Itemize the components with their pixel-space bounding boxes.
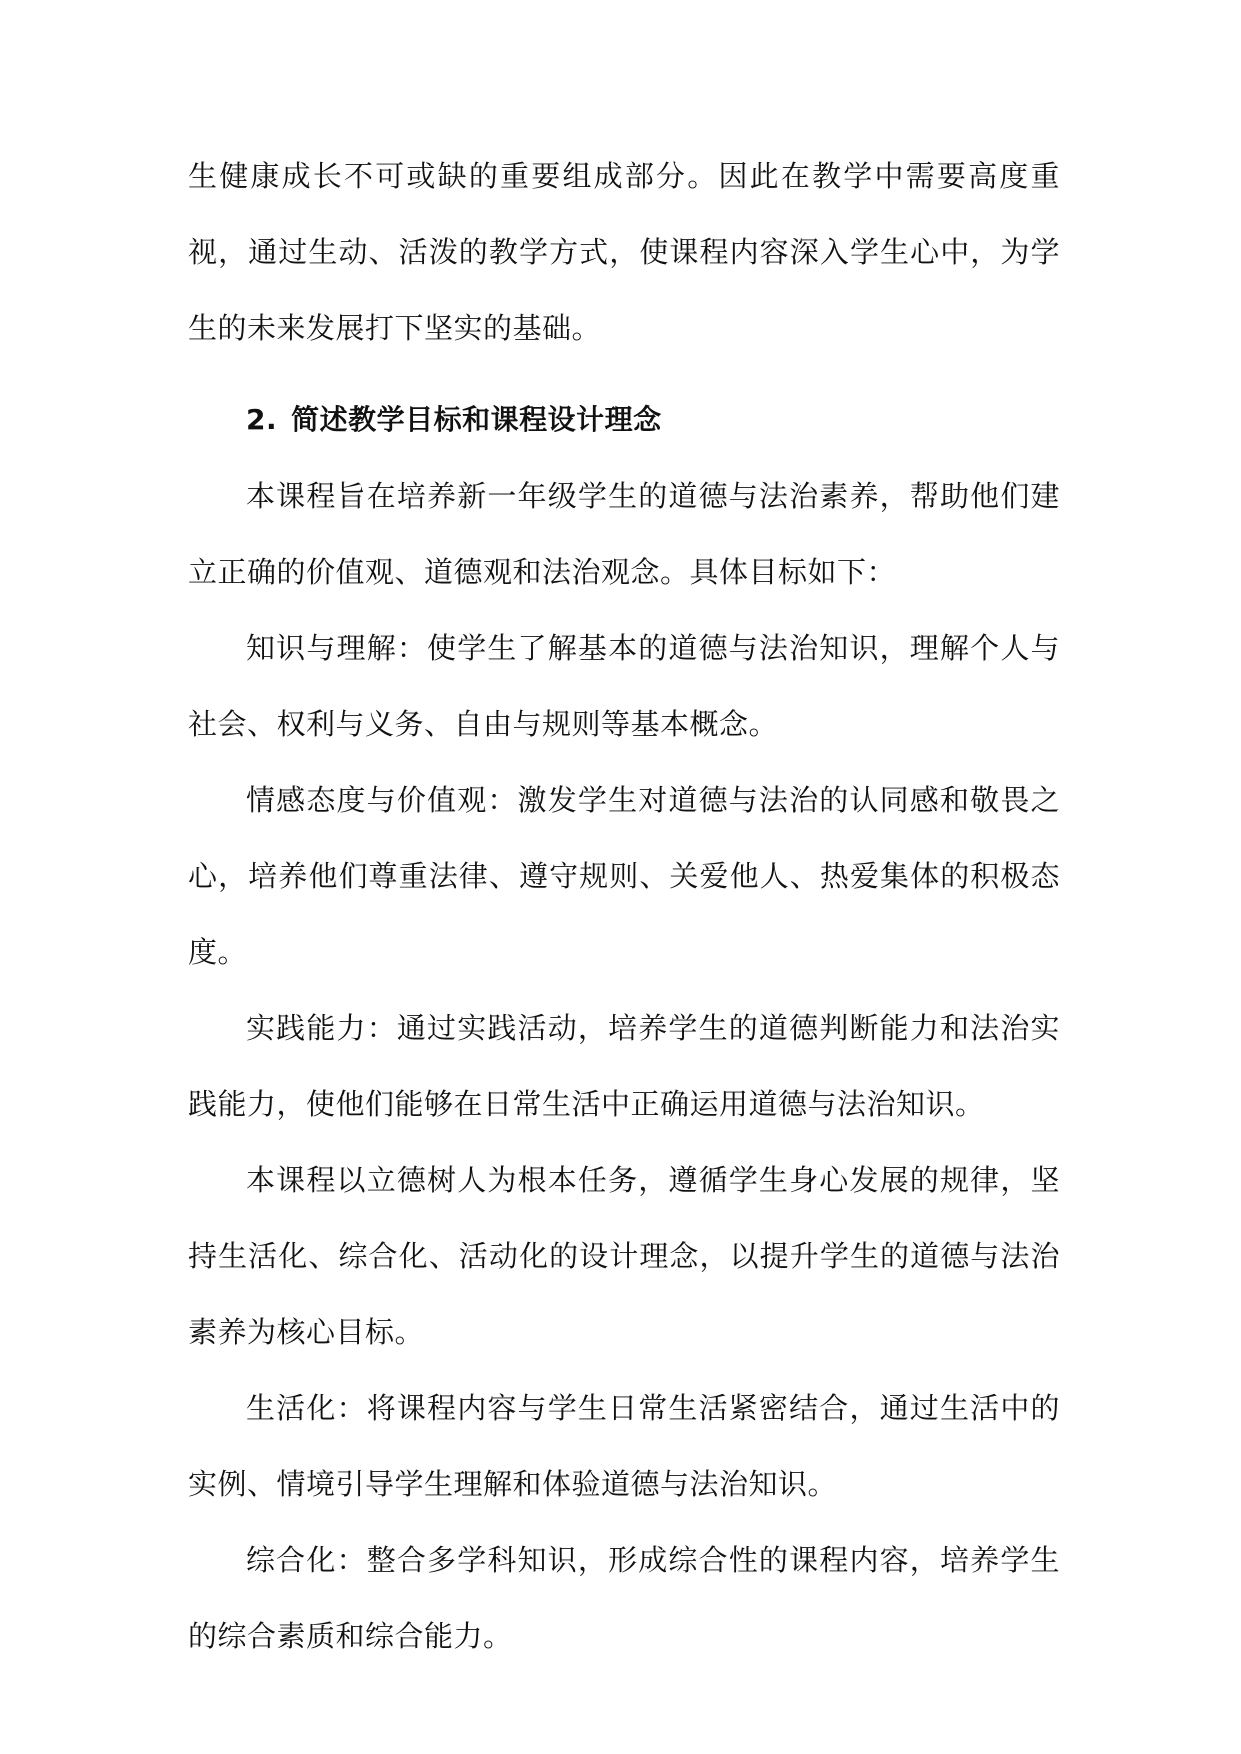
section-number: 2. [246, 403, 278, 436]
paragraph-practice: 实践能力：通过实践活动，培养学生的道德判断能力和法治实践能力，使他们能够在日常生活中正确运用道德与法治知识。 [188, 1011, 1060, 1121]
section-heading [188, 382, 1060, 458]
paragraph-design-concept: 本课程以立德树人为根本任务，遵循学生身心发展的规律，坚持生活化、综合化、活动化的设计理念，以提升学生的道德与法治素养为核心目标。 [188, 1163, 1060, 1349]
paragraph-continuation: 生健康成长不可或缺的重要组成部分。因此在教学中需要高度重视，通过生动、活泼的教学方式，使课程内容深入学生心中，为学生的未来发展打下坚实的基础。 [188, 159, 1060, 345]
paragraph-knowledge: 知识与理解：使学生了解基本的道德与法治知识，理解个人与社会、权利与义务、自由与规则等基本概念。 [188, 631, 1060, 741]
section-title: 简述教学目标和课程设计理念 [291, 403, 662, 436]
paragraph-intro: 本课程旨在培养新一年级学生的道德与法治素养，帮助他们建立正确的价值观、道德观和法治观念。具体目标如下： [188, 479, 1060, 589]
paragraph-emotion: 情感态度与价值观：激发学生对道德与法治的认同感和敬畏之心，培养他们尊重法律、遵守规则、关爱他人、热爱集体的积极态度。 [188, 783, 1060, 969]
paragraph-integration: 综合化：整合多学科知识，形成综合性的课程内容，培养学生的综合素质和综合能力。 [188, 1543, 1060, 1653]
document-body [188, 138, 1060, 1674]
paragraph-life: 生活化：将课程内容与学生日常生活紧密结合，通过生活中的实例、情境引导学生理解和体验道德与法治知识。 [188, 1391, 1060, 1501]
